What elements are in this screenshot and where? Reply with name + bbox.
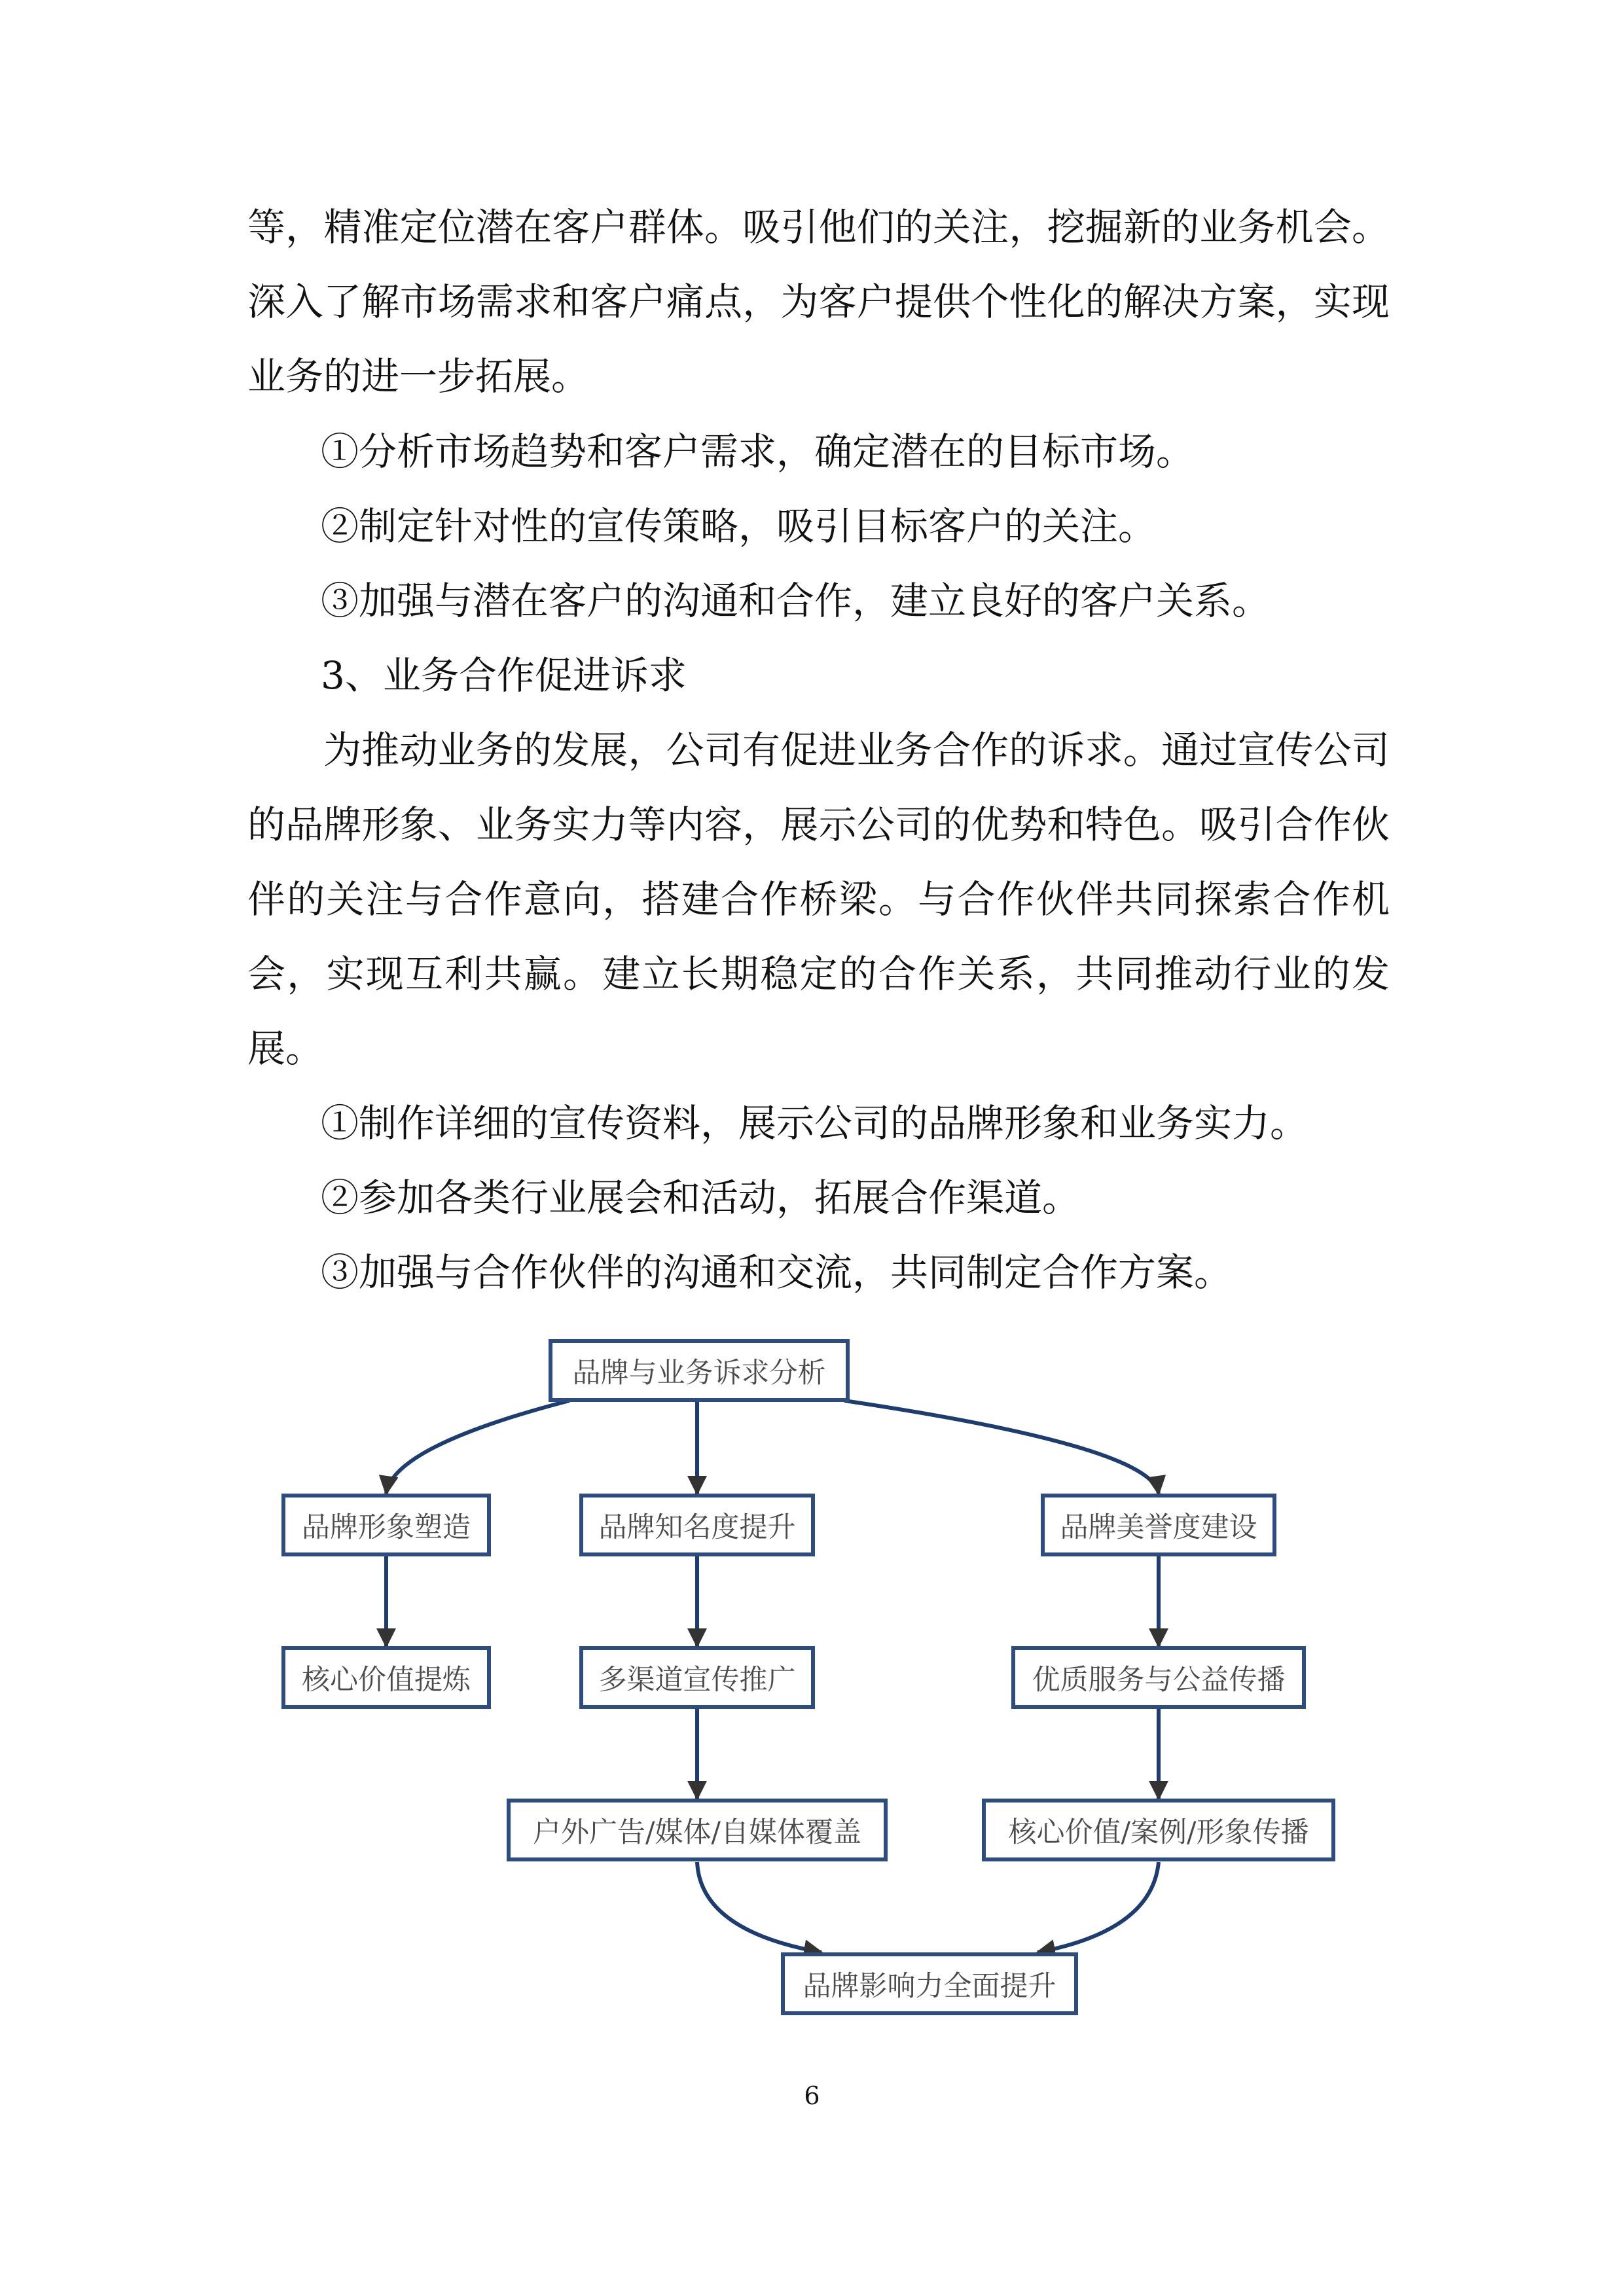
list-item: ③加强与潜在客户的沟通和合作，建立良好的客户关系。 — [321, 579, 1271, 623]
list-item: ②参加各类行业展会和活动，拓展合作渠道。 — [321, 1175, 1081, 1220]
flow-box-brand-awareness: 品牌知名度提升 — [579, 1494, 815, 1556]
flow-box-outdoor-media: 户外广告/媒体/自媒体覆盖 — [507, 1799, 888, 1861]
flow-box-brand-reputation: 品牌美誉度建设 — [1041, 1494, 1276, 1556]
flow-box-brand-image: 品牌形象塑造 — [281, 1494, 491, 1556]
flow-box-result: 品牌影响力全面提升 — [781, 1952, 1078, 2015]
arrow-sub2b-to-result — [697, 1862, 821, 1952]
arrow-root-to-branch1 — [386, 1401, 569, 1494]
section-heading: 3、业务合作促进诉求 — [321, 653, 687, 698]
list-item: ②制定针对性的宣传策略，吸引目标客户的关注。 — [321, 504, 1157, 548]
flow-box-root: 品牌与业务诉求分析 — [549, 1339, 850, 1402]
list-item: ③加强与合作伙伴的沟通和交流，共同制定合作方案。 — [321, 1250, 1233, 1295]
flow-box-case-image: 核心价值/案例/形象传播 — [982, 1799, 1335, 1861]
arrow-sub3b-to-result — [1038, 1862, 1159, 1952]
flow-box-quality-service: 优质服务与公益传播 — [1011, 1646, 1306, 1709]
arrow-root-to-branch3 — [844, 1401, 1159, 1494]
paragraph-business-cooperation: 为推动业务的发展，公司有促进业务合作的诉求。通过宣传公司的品牌形象、业务实力等内容，展示公司的优势和特色。吸引合作伙伴的关注与合作意向，搭建合作桥梁。与合作伙伴共同探索合作机会，实现互利共赢。建立长期稳定的合作关系，共同推动行业的发展。 — [247, 728, 1390, 1071]
flow-box-multichannel: 多渠道宣传推广 — [579, 1646, 815, 1709]
page-number: 6 — [804, 2081, 820, 2110]
list-item: ①制作详细的宣传资料，展示公司的品牌形象和业务实力。 — [321, 1101, 1308, 1145]
flow-box-core-values: 核心价值提炼 — [281, 1646, 491, 1709]
paragraph-target-customers: 等，精准定位潜在客户群体。吸引他们的关注，挖掘新的业务机会。深入了解市场需求和客户痛点，为客户提供个性化的解决方案，实现业务的进一步拓展。 — [247, 205, 1390, 399]
list-item: ①分析市场趋势和客户需求，确定潜在的目标市场。 — [321, 429, 1195, 474]
